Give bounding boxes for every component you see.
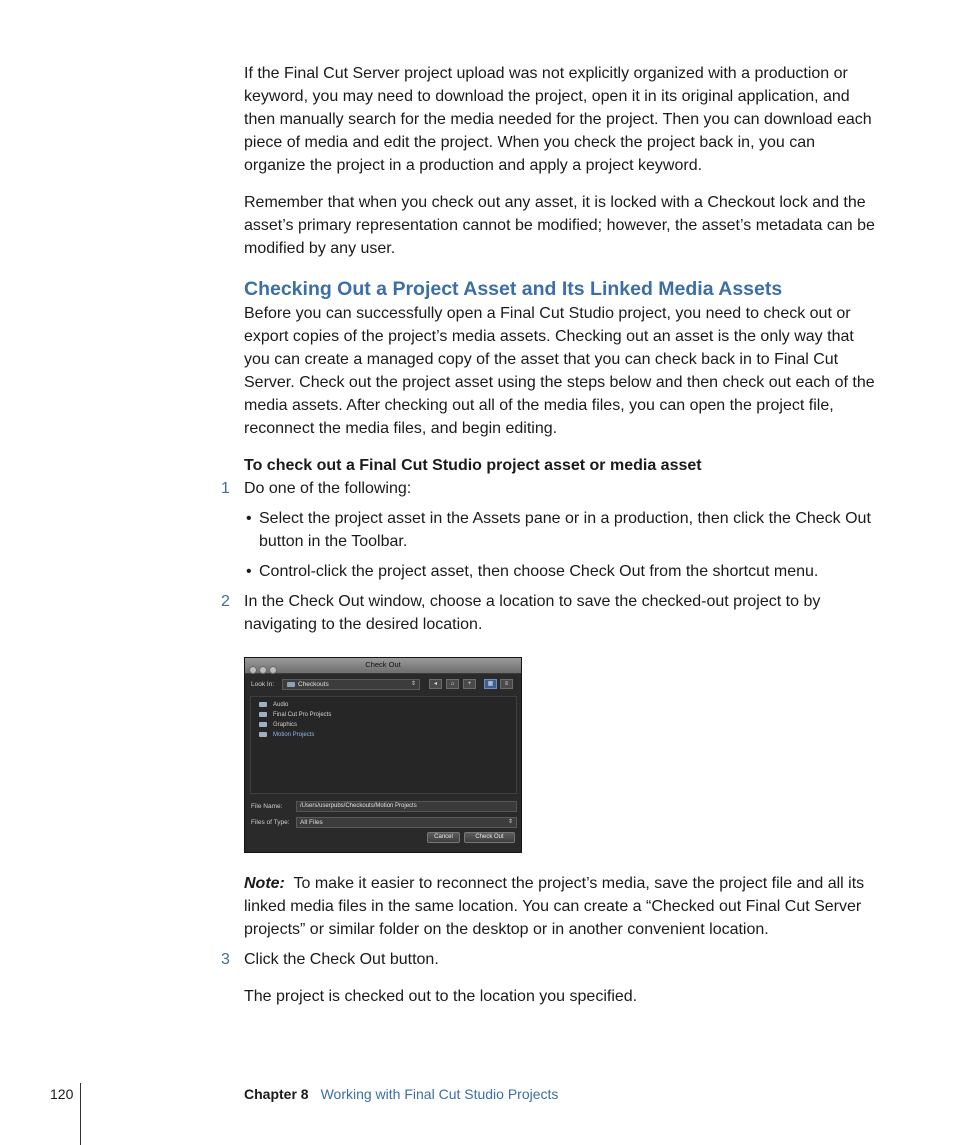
chevron-updown-icon: ⇕ xyxy=(410,681,416,687)
dialog-titlebar xyxy=(245,658,521,674)
dialog-title: Check Out xyxy=(365,660,401,669)
files-of-type-value: All Files xyxy=(300,819,323,826)
chapter-label: Chapter 8 xyxy=(244,1086,309,1102)
step-1 xyxy=(244,477,876,500)
check-out-dialog xyxy=(244,657,522,853)
step-3 xyxy=(244,948,876,971)
step-text: In the Check Out window, choose a location to save the checked-out project to by navigating to the desired location. xyxy=(244,593,821,633)
chapter-title[interactable]: Working with Final Cut Studio Projects xyxy=(320,1086,559,1102)
step-text: Do one of the following: xyxy=(244,480,412,497)
cancel-button[interactable]: Cancel xyxy=(427,832,460,843)
section-heading xyxy=(244,277,876,301)
bullet-text: Control-click the project asset, then choose Check Out from the shortcut menu. xyxy=(259,563,819,580)
footer-divider xyxy=(80,1083,81,1145)
files-of-type-select[interactable] xyxy=(296,817,517,828)
paragraph-before xyxy=(244,302,876,440)
note-block xyxy=(244,872,876,941)
procedure-title: To check out a Final Cut Studio project asset or media asset xyxy=(244,457,702,474)
note-text: To make it easier to reconnect the project’s media, save the project file and all its linked media files in the same location. You can create a “Checked out Final Cut Server projects” or similar folder on the desktop or in another convenient location. xyxy=(244,875,865,938)
procedure-heading xyxy=(244,454,876,477)
note-label: Note: xyxy=(244,875,285,892)
folder-icon xyxy=(287,682,295,687)
files-of-type-label: Files of Type: xyxy=(251,819,290,826)
folder-icon xyxy=(259,702,267,707)
list-item[interactable]: Final Cut Pro Projects xyxy=(259,711,331,719)
icon-view-button[interactable]: ▦ xyxy=(484,679,497,689)
look-in-label: Look In: xyxy=(251,681,275,688)
look-in-select[interactable] xyxy=(282,679,420,690)
section-title: Checking Out a Project Asset and Its Linked Media Assets xyxy=(244,278,783,300)
bullet-icon: • xyxy=(246,563,252,580)
file-browser-list[interactable] xyxy=(250,696,517,794)
look-in-value: Checkouts xyxy=(298,681,329,688)
bullet-item xyxy=(246,560,876,583)
folder-icon xyxy=(259,732,267,737)
chevron-updown-icon: ⇕ xyxy=(507,819,513,825)
bullet-icon: • xyxy=(246,510,252,527)
step-number: 3 xyxy=(221,951,230,968)
result-text: The project is checked out to the location you specified. xyxy=(244,988,638,1005)
home-icon[interactable]: ⌂ xyxy=(446,679,459,689)
body-text: If the Final Cut Server project upload was not explicitly organized with a production or keyword, you may need to download the project, open it in its original application, and then manually search for the media needed for the project. Then you can download each piece of media and edit the project. When you check the project back in, you can organize the project in a production and apply a project keyword. xyxy=(244,65,872,174)
body-text: Remember that when you check out any asset, it is locked with a Checkout lock and the asset’s primary representation cannot be modified; however, the asset’s metadata can be modified by any user. xyxy=(244,194,875,257)
running-footer xyxy=(244,1086,558,1102)
result-paragraph xyxy=(244,985,876,1008)
folder-icon xyxy=(259,722,267,727)
step-number: 1 xyxy=(221,480,230,497)
step-number: 2 xyxy=(221,593,230,610)
paragraph-intro xyxy=(244,62,876,177)
page-number: 120 xyxy=(50,1086,74,1102)
step-2 xyxy=(244,590,876,636)
list-item[interactable]: Graphics xyxy=(259,721,297,729)
list-view-button[interactable]: ≡ xyxy=(500,679,513,689)
paragraph-lock xyxy=(244,191,876,260)
folder-icon xyxy=(259,712,267,717)
step-text: Click the Check Out button. xyxy=(244,951,439,968)
body-text: Before you can successfully open a Final Cut Studio project, you need to check out or export copies of the project’s media assets. Checking out an asset is the only way that you can create a managed copy of the asset that you can check back in to Final Cut Server. Check out the project asset using the steps below and then check out each of the media assets. After checking out all of the media files, you can open the project file, reconnect the media files, and begin editing. xyxy=(244,305,875,437)
bullet-text: Select the project asset in the Assets pane or in a production, then click the Check Out button in the Toolbar. xyxy=(259,510,871,550)
list-item-selected[interactable]: Motion Projects xyxy=(259,731,314,739)
file-name-label: File Name: xyxy=(251,803,283,810)
check-out-button[interactable]: Check Out xyxy=(464,832,515,843)
bullet-item xyxy=(246,507,876,553)
new-folder-icon[interactable]: + xyxy=(463,679,476,689)
file-name-input[interactable]: /Users/userpubs/Checkouts/Motion Projects xyxy=(296,801,517,812)
back-button[interactable]: ◂ xyxy=(429,679,442,689)
list-item[interactable]: Audio xyxy=(259,701,288,709)
